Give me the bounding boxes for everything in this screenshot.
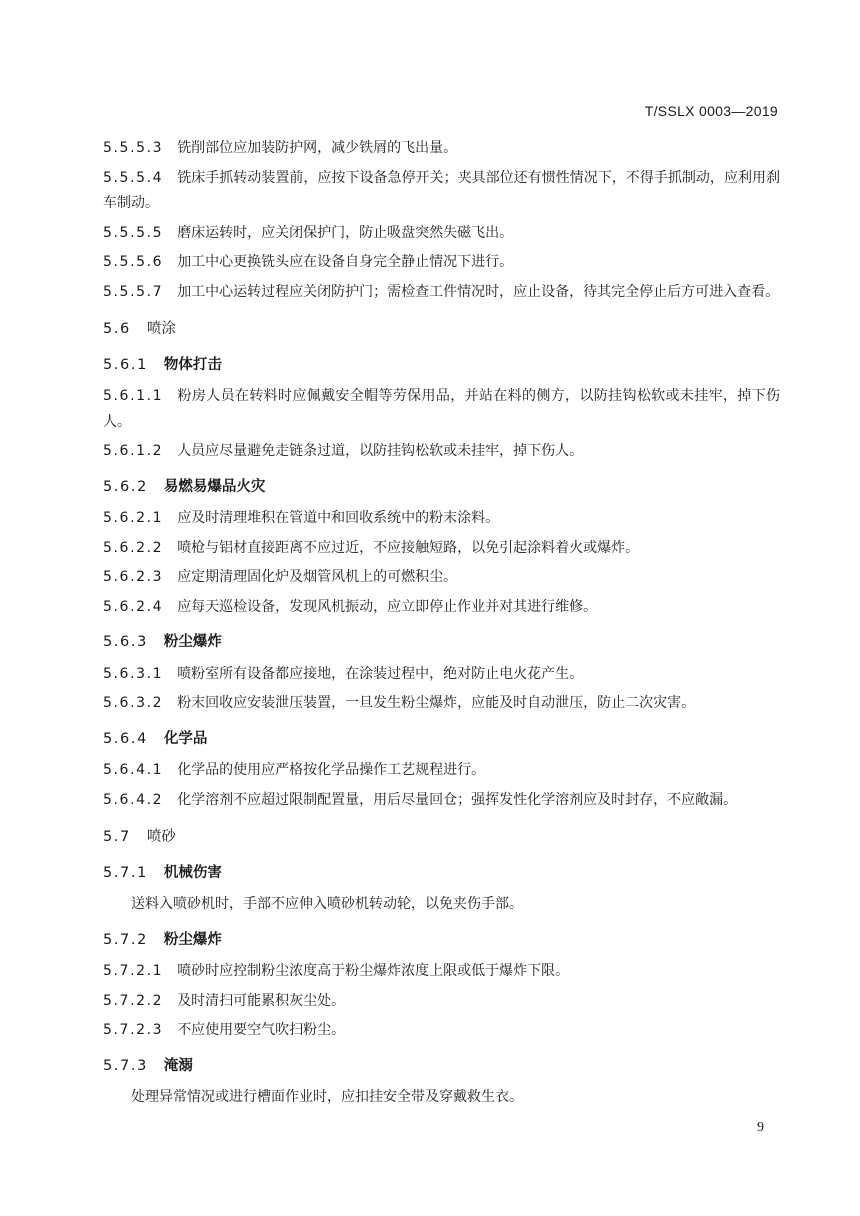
section-5-6-1-heading xyxy=(103,353,780,379)
clause-text: 喷枪与铝材直接距离不应过近，不应接触短路，以免引起涂料着火或爆炸。 xyxy=(177,539,640,556)
clause-text: 应每天巡检设备，发现风机振动，应立即停止作业并对其进行维修。 xyxy=(177,598,598,615)
clause-number: 5.6.2.3 xyxy=(103,569,164,585)
clause-5-5-5-6 xyxy=(103,250,780,276)
section-title: 物体打击 xyxy=(163,356,222,373)
section-title: 粉尘爆炸 xyxy=(163,634,222,650)
section-title: 喷涂 xyxy=(146,321,176,337)
section-number: 5.7.1 xyxy=(103,864,148,881)
clause-5-6-4-1 xyxy=(103,758,780,784)
clause-5-5-5-4 xyxy=(103,166,780,217)
clause-text: 化学品的使用应严格按化学品操作工艺规程进行。 xyxy=(177,762,486,778)
section-number: 5.7 xyxy=(103,829,131,845)
section-5-7-3-heading xyxy=(103,1054,780,1080)
clause-text: 铣削部位应加装防护网，减少铁屑的飞出量。 xyxy=(177,140,458,156)
page-number: 9 xyxy=(757,1120,764,1135)
section-number: 5.7.2 xyxy=(103,931,148,948)
clause-5-6-3-2 xyxy=(103,691,780,717)
clause-5-5-5-7 xyxy=(103,280,780,306)
clause-text: 不应使用要空气吹扫粉尘。 xyxy=(177,1022,346,1038)
clause-5-6-2-1 xyxy=(103,506,780,532)
clause-text: 磨床运转时，应关闭保护门，防止吸盘突然失磁飞出。 xyxy=(177,224,514,241)
document-code: T/SSLX 0003—2019 xyxy=(644,103,778,119)
section-title: 化学品 xyxy=(163,730,208,747)
clause-5-7-2-3 xyxy=(103,1018,780,1044)
section-title: 喷砂 xyxy=(146,829,176,845)
clause-5-7-2-2 xyxy=(103,989,780,1015)
clause-text: 粉房人员在转料时应佩戴安全帽等劳保用品，并站在料的侧方，以防挂钩松软或未挂牢，掉下伤人。 xyxy=(103,388,780,430)
clause-5-6-1-1 xyxy=(103,384,780,435)
clause-text: 人员应尽量避免走链条过道，以防挂钩松软或未挂牢，掉下伤人。 xyxy=(177,443,584,459)
section-number: 5.6.3 xyxy=(103,634,148,650)
paragraph-5-7-3 xyxy=(103,1085,780,1111)
clause-text: 喷粉室所有设备都应接地，在涂装过程中，绝对防止电火花产生。 xyxy=(177,665,584,682)
clause-text: 应定期清理固化炉及烟管风机上的可燃积尘。 xyxy=(177,569,458,585)
section-title: 淹溺 xyxy=(163,1057,193,1074)
section-5-7-2-heading xyxy=(103,928,780,954)
clause-5-6-3-1 xyxy=(103,662,780,688)
clause-text: 应及时清理堆积在管道中和回收系统中的粉末涂料。 xyxy=(177,510,500,526)
clause-5-5-5-5 xyxy=(103,221,780,247)
clause-number: 5.7.2.3 xyxy=(103,1022,164,1038)
section-title: 机械伤害 xyxy=(163,864,222,881)
clause-number: 5.6.3.1 xyxy=(103,665,164,682)
section-number: 5.6.2 xyxy=(103,478,148,495)
section-5-6-4-heading xyxy=(103,727,780,753)
clause-text: 加工中心更换铣头应在设备自身完全静止情况下进行。 xyxy=(177,254,514,270)
clause-text: 喷砂时应控制粉尘浓度高于粉尘爆炸浓度上限或低于爆炸下限。 xyxy=(177,963,570,979)
clause-5-7-2-1 xyxy=(103,959,780,985)
clause-number: 5.5.5.3 xyxy=(103,140,164,156)
clause-number: 5.5.5.6 xyxy=(103,254,164,270)
clause-5-6-2-3 xyxy=(103,565,780,591)
section-number: 5.6 xyxy=(103,321,131,337)
section-number: 5.6.4 xyxy=(103,730,148,747)
clause-5-6-2-4 xyxy=(103,595,780,621)
clause-number: 5.6.4.1 xyxy=(103,762,164,778)
clause-5-5-5-3 xyxy=(103,136,780,162)
section-number: 5.7.3 xyxy=(103,1057,148,1074)
section-5-7-1-heading xyxy=(103,861,780,887)
clause-number: 5.7.2.1 xyxy=(103,963,164,979)
paragraph-5-7-1 xyxy=(103,892,780,918)
clause-text: 加工中心运转过程应关闭防护门；需检查工件情况时，应止设备，待其完全停止后方可进入查看。 xyxy=(177,283,780,300)
clause-text: 及时清扫可能累积灰尘处。 xyxy=(177,992,346,1009)
clause-number: 5.6.4.2 xyxy=(103,791,164,808)
section-title: 粉尘爆炸 xyxy=(163,931,222,948)
clause-number: 5.7.2.2 xyxy=(103,992,164,1009)
paragraph-text: 处理异常情况或进行槽面作业时，应扣挂安全带及穿戴救生衣。 xyxy=(131,1089,523,1105)
section-5-6-3-heading xyxy=(103,630,780,656)
clause-number: 5.5.5.7 xyxy=(103,283,164,300)
clause-5-6-2-2 xyxy=(103,536,780,562)
paragraph-text: 送料入喷砂机时，手部不应伸入喷砂机转动轮，以免夹伤手部。 xyxy=(131,896,523,912)
clause-number: 5.6.1.1 xyxy=(103,388,164,404)
clause-number: 5.6.1.2 xyxy=(103,443,164,459)
clause-text: 化学溶剂不应超过限制配置量，用后尽量回仓；强挥发性化学溶剂应及时封存，不应敞漏。 xyxy=(177,791,738,808)
clause-number: 5.5.5.5 xyxy=(103,224,164,241)
clause-number: 5.5.5.4 xyxy=(103,169,164,186)
clause-number: 5.6.2.2 xyxy=(103,539,164,556)
section-5-6-2-heading xyxy=(103,475,780,501)
clause-text: 铣床手抓转动装置前，应按下设备急停开关；夹具部位还有惯性情况下，不得手抓制动，应利用刹车制动。 xyxy=(103,169,780,211)
clause-5-6-4-2 xyxy=(103,788,780,814)
clause-number: 5.6.2.1 xyxy=(103,510,164,526)
clause-number: 5.6.2.4 xyxy=(103,598,164,615)
section-number: 5.6.1 xyxy=(103,356,148,373)
section-title: 易燃易爆品火灾 xyxy=(163,478,266,495)
document-body xyxy=(103,136,780,1115)
section-5-7-heading xyxy=(103,825,780,851)
clause-number: 5.6.3.2 xyxy=(103,695,164,711)
section-5-6-heading xyxy=(103,317,780,343)
clause-text: 粉末回收应安装泄压装置，一旦发生粉尘爆炸，应能及时自动泄压，防止二次灾害。 xyxy=(177,695,696,711)
clause-5-6-1-2 xyxy=(103,439,780,465)
